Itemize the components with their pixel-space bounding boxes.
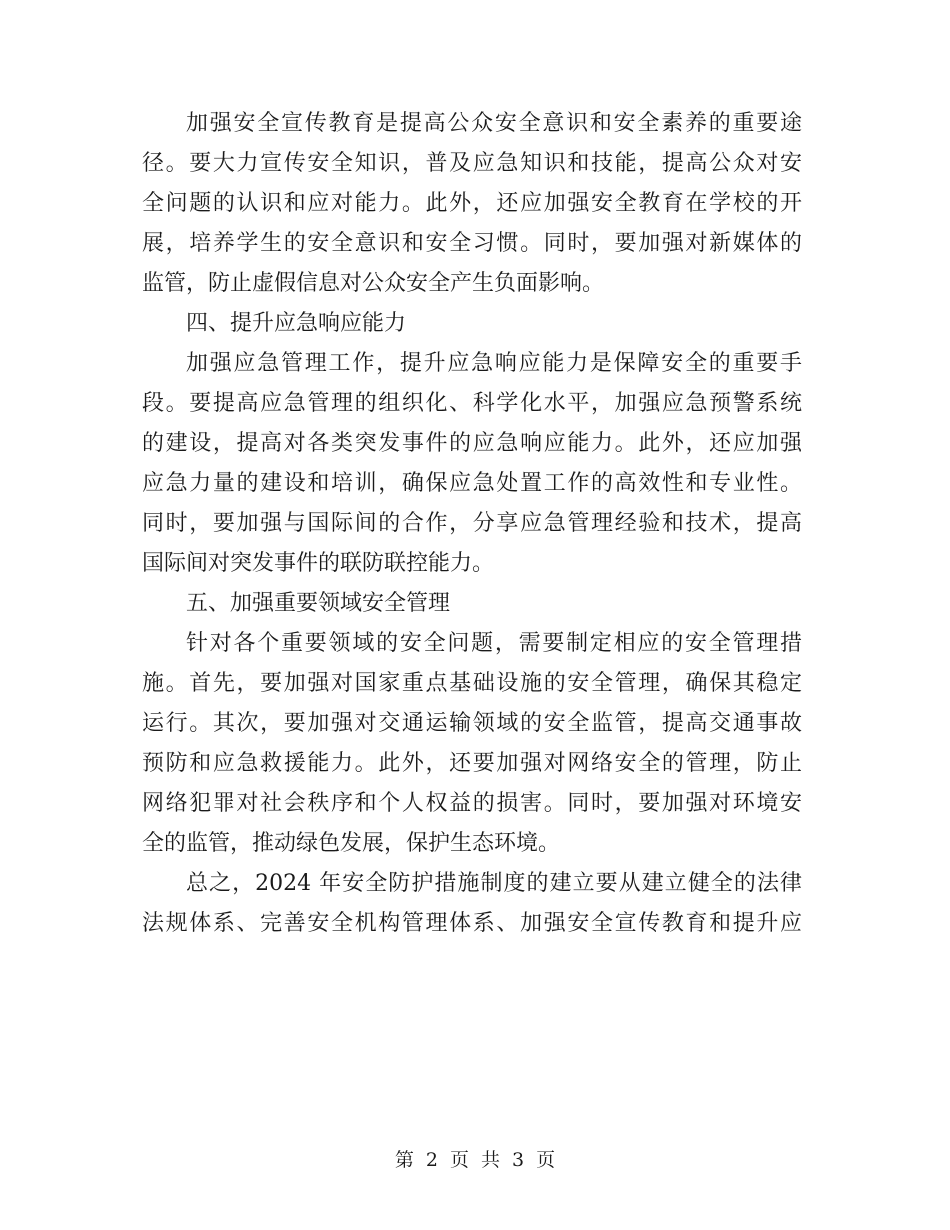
text-line: 应急力量的建设和培训，确保应急处置工作的高效性和专业性。	[142, 471, 802, 496]
text-line: 加强安全宣传教育是提高公众安全意识和安全素养的重要途	[186, 111, 802, 136]
document-body	[142, 104, 802, 944]
text-line: 施。首先，要加强对国家重点基础设施的安全管理，确保其稳定	[142, 671, 802, 696]
text-line: 总之，2024 年安全防护措施制度的建立要从建立健全的法律	[186, 871, 802, 896]
text-line: 运行。其次，要加强对交通运输领域的安全监管，提高交通事故	[142, 711, 802, 736]
section-heading: 五、加强重要领域安全管理	[186, 591, 451, 616]
text-line: 针对各个重要领域的安全问题，需要制定相应的安全管理措	[186, 631, 802, 656]
text-line: 全的监管，推动绿色发展，保护生态环境。	[142, 831, 561, 856]
text-line: 同时，要加强与国际间的合作，分享应急管理经验和技术，提高	[142, 511, 802, 536]
text-line: 加强应急管理工作，提升应急响应能力是保障安全的重要手	[186, 351, 802, 376]
text-line: 的建设，提高对各类突发事件的应急响应能力。此外，还应加强	[142, 431, 802, 456]
text-line: 网络犯罪对社会秩序和个人权益的损害。同时，要加强对环境安	[142, 791, 802, 816]
text-line: 径。要大力宣传安全知识，普及应急知识和技能，提高公众对安	[142, 151, 802, 176]
text-line: 国际间对突发事件的联防联控能力。	[142, 551, 495, 576]
text-line: 法规体系、完善安全机构管理体系、加强安全宣传教育和提升应	[142, 911, 802, 936]
text-line: 全问题的认识和应对能力。此外，还应加强安全教育在学校的开	[142, 191, 802, 216]
section-heading: 四、提升应急响应能力	[186, 311, 407, 336]
text-line: 预防和应急救援能力。此外，还要加强对网络安全的管理，防止	[142, 751, 802, 776]
page-number: 第 2 页 共 3 页	[394, 1149, 556, 1171]
text-line: 监管，防止虚假信息对公众安全产生负面影响。	[142, 271, 605, 296]
text-line: 段。要提高应急管理的组织化、科学化水平，加强应急预警系统	[142, 391, 802, 416]
text-line: 展，培养学生的安全意识和安全习惯。同时，要加强对新媒体的	[142, 231, 802, 256]
